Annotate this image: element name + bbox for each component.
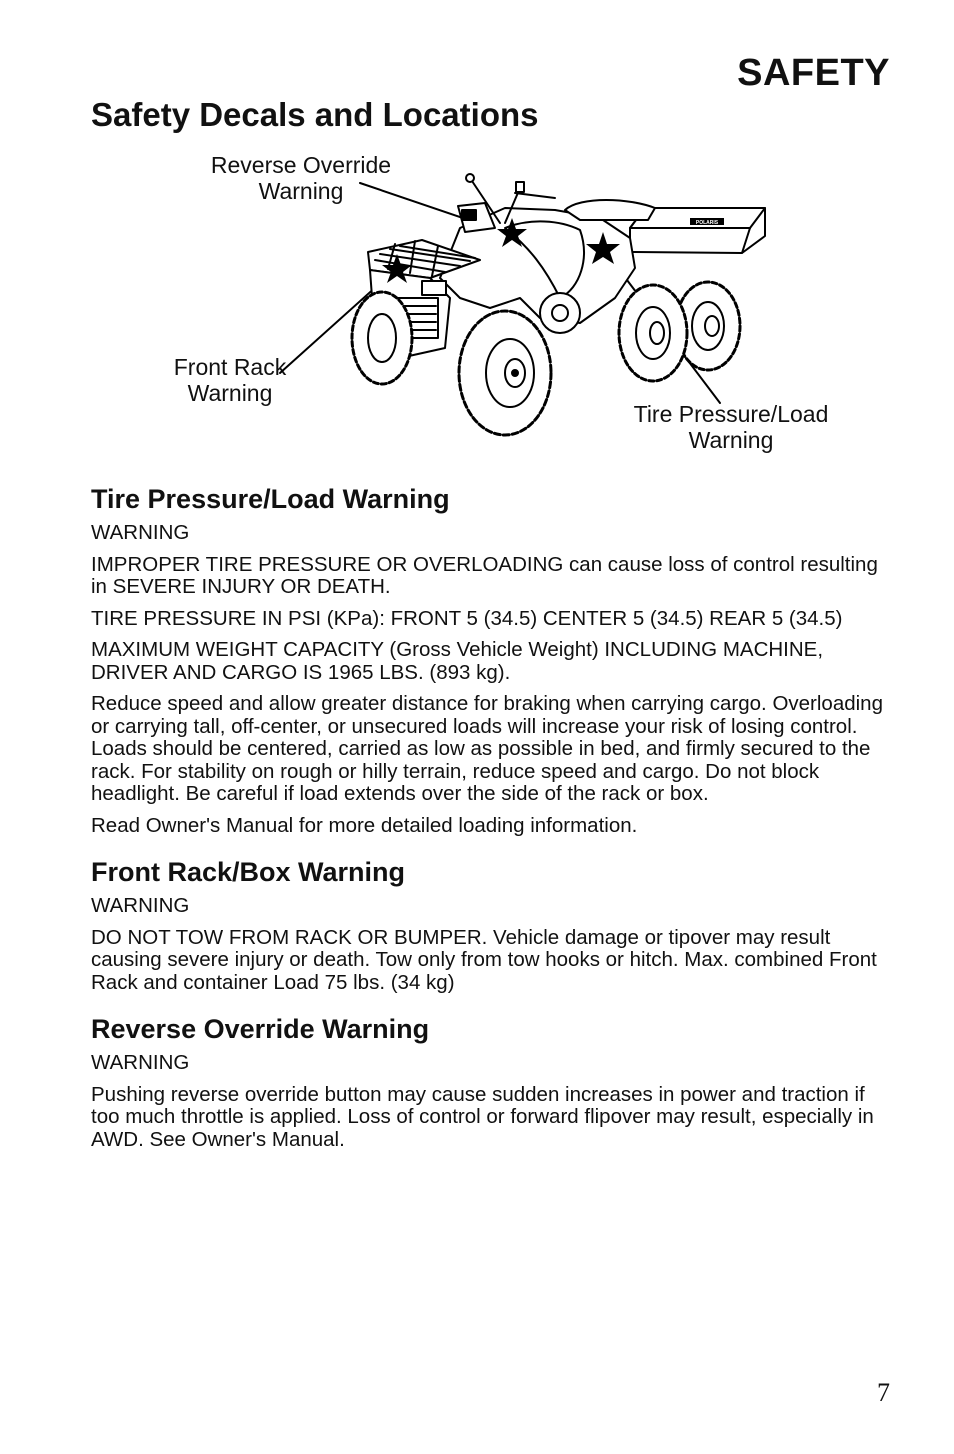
paragraph: Reduce speed and allow greater distance for braking when carrying cargo. Overloading or carrying tall, off-center, or unsecured loads will increase your risk of losing control. Loads should be centered, carried as low as possible in bed, and firmly secured to the rack. For stability on rough or hilly terrain, reduce speed and cargo. Do not block headlight. Be careful if load extends over the side of the rack or box. — [91, 692, 883, 805]
section-tire-pressure — [91, 482, 891, 837]
paragraph: TIRE PRESSURE IN PSI (KPa): FRONT 5 (34.5) CENTER 5 (34.5) REAR 5 (34.5) — [91, 606, 843, 630]
page-title: Safety Decals and Locations — [91, 96, 539, 133]
callout-line: Warning — [258, 178, 344, 204]
callout-line: Warning — [187, 380, 273, 406]
section-header: SAFETY — [737, 52, 890, 94]
atv-illustration — [160, 148, 850, 458]
page-number: 7 — [877, 1378, 890, 1407]
front-wheel-near — [459, 311, 551, 435]
callout-line: Reverse Override — [210, 152, 392, 178]
paragraph: Read Owner's Manual for more detailed loading information. — [91, 813, 638, 837]
section-front-rack — [91, 855, 891, 994]
callout-line: Tire Pressure/Load — [633, 401, 829, 427]
section-reverse-override — [91, 1012, 891, 1151]
paragraph: Pushing reverse override button may cause sudden increases in power and traction if too much throttle is applied. Loss of control or forward flipover may result, especially in AWD. See Owner's Manual. — [91, 1082, 874, 1151]
main-content — [91, 482, 891, 1169]
section-heading: Front Rack/Box Warning — [91, 857, 406, 887]
atv-decal-figure — [160, 148, 850, 458]
rear-wheel-near — [619, 285, 687, 381]
section-heading: Tire Pressure/Load Warning — [91, 484, 450, 514]
warning-label: WARNING — [91, 894, 190, 917]
paragraph: IMPROPER TIRE PRESSURE OR OVERLOADING can cause loss of control resulting in SEVERE INJURY OR DEATH. — [91, 552, 878, 598]
paragraph: DO NOT TOW FROM RACK OR BUMPER. Vehicle damage or tipover may result causing severe injury or death. Tow only from tow hooks or hitch. Max. combined Front Rack and container Load 75 lbs. (34 kg) — [91, 925, 877, 994]
warning-label: WARNING — [91, 521, 190, 544]
callout-line: Front Rack — [173, 354, 287, 380]
callout-line: Warning — [688, 427, 774, 453]
section-heading: Reverse Override Warning — [91, 1014, 430, 1044]
warning-label: WARNING — [91, 1051, 190, 1074]
cargo-box-logo: POLARIS — [695, 220, 719, 226]
paragraph: MAXIMUM WEIGHT CAPACITY (Gross Vehicle Weight) INCLUDING MACHINE, DRIVER AND CARGO IS 1965 LBS. (893 kg). — [91, 638, 824, 684]
front-wheel-far — [352, 292, 412, 384]
